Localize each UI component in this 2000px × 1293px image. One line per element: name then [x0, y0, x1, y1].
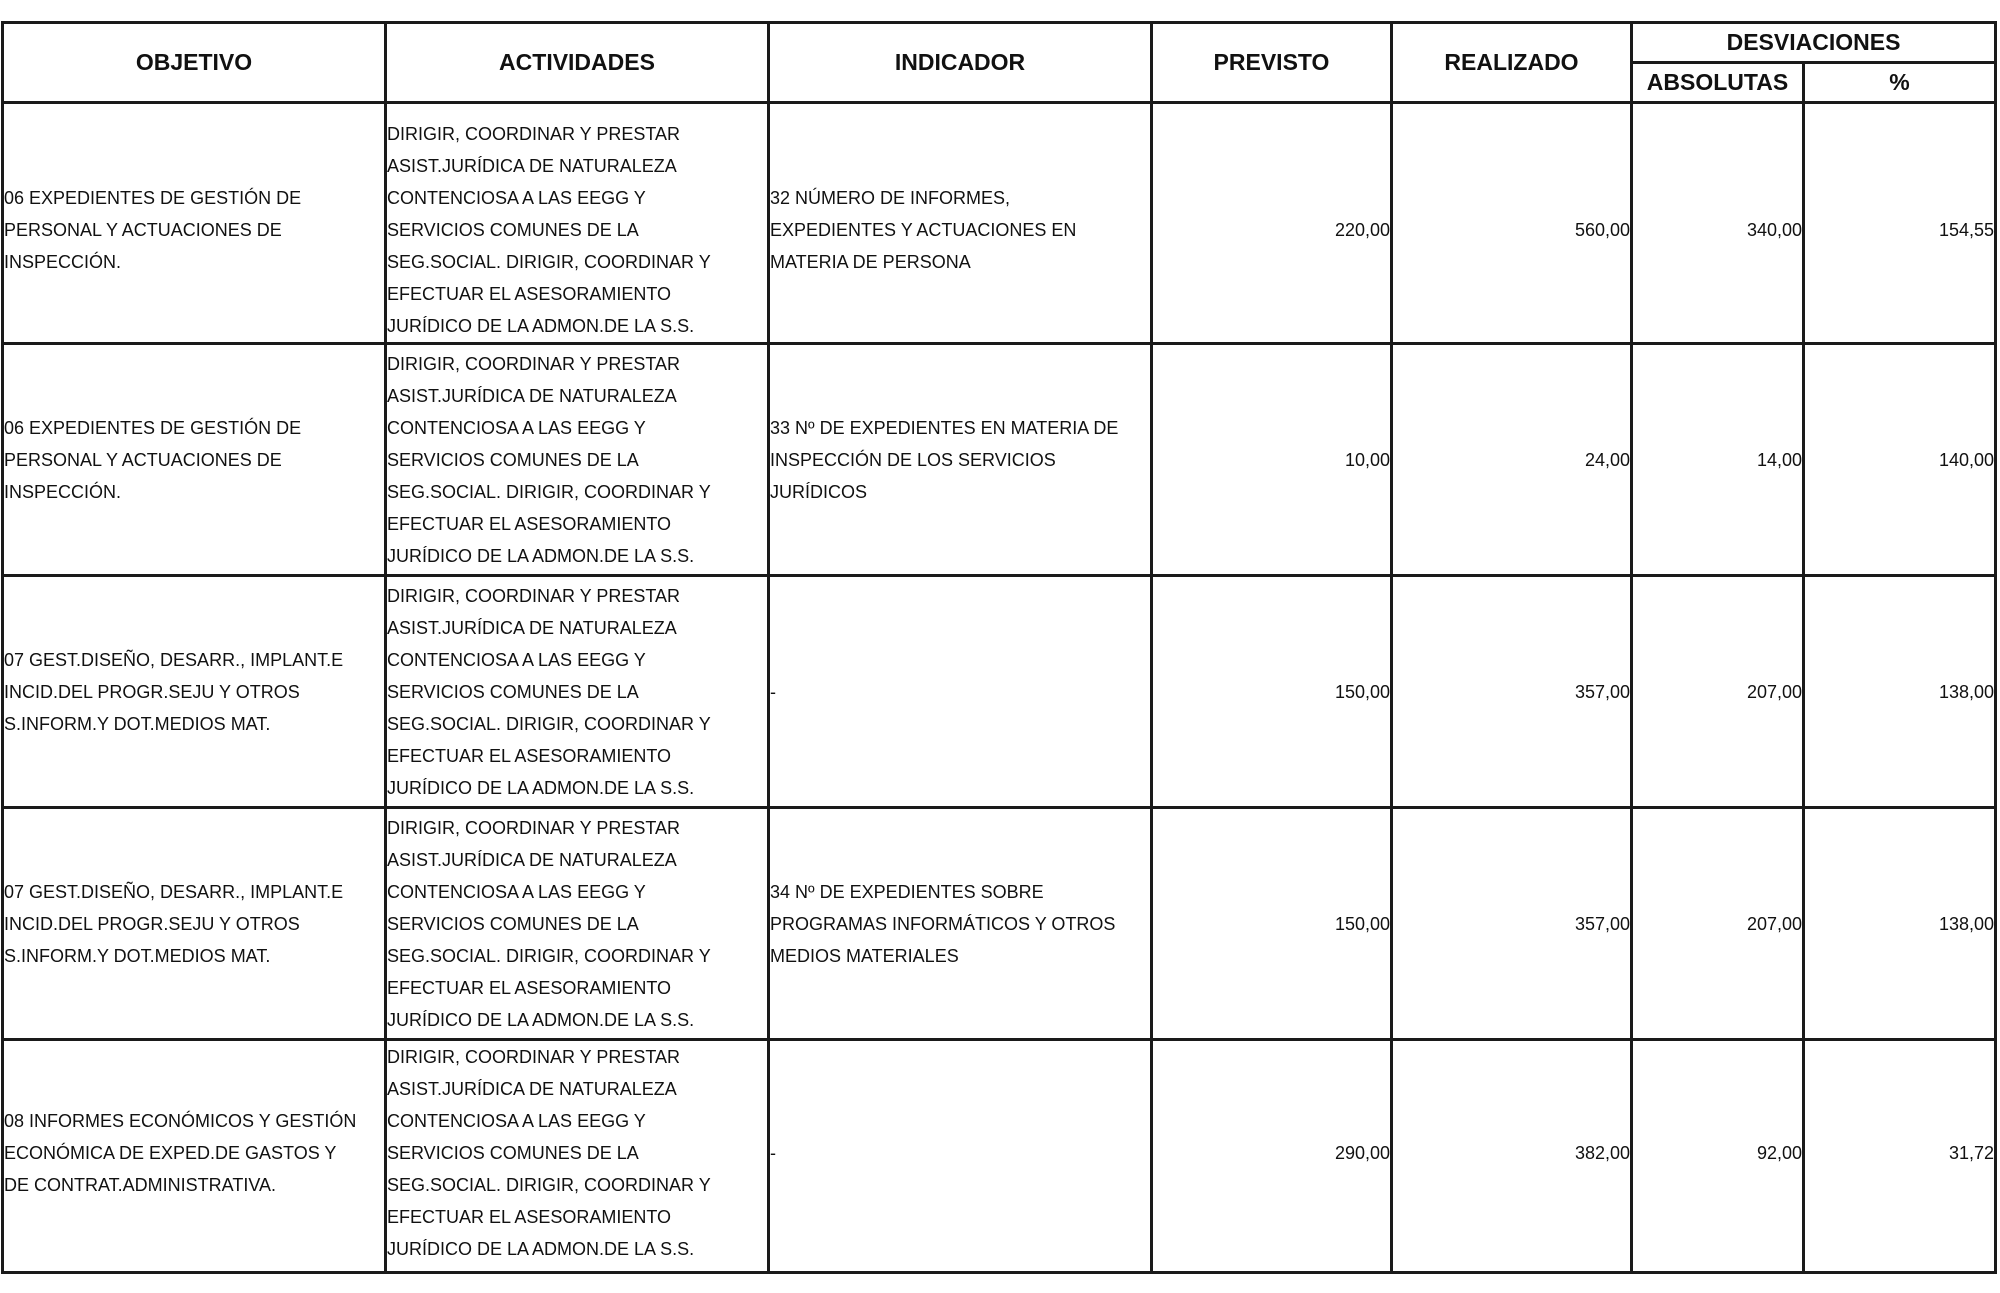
table-row	[3, 576, 1996, 808]
cell-actividades	[386, 103, 769, 344]
cell-absolutas: 207,00	[1632, 576, 1804, 808]
cell-objetivo	[3, 576, 386, 808]
cell-actividades-line: SERVICIOS COMUNES DE LA	[387, 913, 639, 934]
cell-realizado: 560,00	[1392, 103, 1632, 344]
cell-actividades-line: DIRIGIR, COORDINAR Y PRESTAR	[387, 353, 681, 374]
cell-porcentaje: 138,00	[1804, 808, 1996, 1040]
cell-actividades-line: SERVICIOS COMUNES DE LA	[387, 449, 639, 470]
report-table	[1, 21, 1997, 1274]
cell-indicador-line: MATERIA DE PERSONA	[770, 252, 971, 272]
cell-actividades-line: SERVICIOS COMUNES DE LA	[387, 1143, 639, 1163]
header-actividades: ACTIVIDADES	[386, 23, 769, 103]
cell-actividades-line: ASIST.JURÍDICA DE NATURALEZA	[387, 156, 677, 176]
cell-previsto: 10,00	[1152, 344, 1392, 576]
cell-actividades-line: DIRIGIR, COORDINAR Y PRESTAR	[387, 124, 681, 144]
cell-objetivo-line: PERSONAL Y ACTUACIONES DE	[4, 449, 282, 470]
header-previsto: PREVISTO	[1152, 23, 1392, 103]
cell-absolutas: 92,00	[1632, 1040, 1804, 1273]
cell-realizado: 357,00	[1392, 808, 1632, 1040]
cell-actividades-line: ASIST.JURÍDICA DE NATURALEZA	[387, 1079, 677, 1099]
cell-actividades-line: CONTENCIOSA A LAS EEGG Y	[387, 1111, 646, 1131]
cell-realizado: 382,00	[1392, 1040, 1632, 1273]
header-realizado: REALIZADO	[1392, 23, 1632, 103]
table-row	[3, 344, 1996, 576]
cell-actividades-line: DIRIGIR, COORDINAR Y PRESTAR	[387, 585, 681, 606]
cell-actividades-line: SEG.SOCIAL. DIRIGIR, COORDINAR Y	[387, 1175, 711, 1195]
cell-objetivo-line: INSPECCIÓN.	[4, 481, 122, 502]
cell-actividades	[386, 344, 769, 576]
cell-indicador-line: EXPEDIENTES Y ACTUACIONES EN	[770, 220, 1077, 240]
cell-actividades-line: EFECTUAR EL ASESORAMIENTO	[387, 284, 672, 304]
cell-objetivo-line: S.INFORM.Y DOT.MEDIOS MAT.	[4, 945, 271, 966]
cell-objetivo-line: 06 EXPEDIENTES DE GESTIÓN DE	[4, 417, 302, 438]
cell-actividades-line: EFECTUAR EL ASESORAMIENTO	[387, 513, 672, 534]
cell-absolutas: 207,00	[1632, 808, 1804, 1040]
cell-objetivo-line: 07 GEST.DISEÑO, DESARR., IMPLANT.E	[4, 649, 344, 670]
cell-objetivo	[3, 103, 386, 344]
cell-actividades-line: JURÍDICO DE LA ADMON.DE LA S.S.	[387, 316, 695, 336]
cell-porcentaje: 154,55	[1804, 103, 1996, 344]
cell-objetivo	[3, 808, 386, 1040]
cell-actividades-line: SEG.SOCIAL. DIRIGIR, COORDINAR Y	[387, 252, 711, 272]
header-objetivo: OBJETIVO	[3, 23, 386, 103]
cell-indicador	[769, 1040, 1152, 1273]
cell-absolutas: 14,00	[1632, 344, 1804, 576]
cell-actividades	[386, 808, 769, 1040]
table-body	[3, 103, 1996, 1273]
cell-actividades-line: ASIST.JURÍDICA DE NATURALEZA	[387, 849, 677, 870]
cell-objetivo-line: INSPECCIÓN.	[4, 252, 122, 272]
cell-objetivo-line: 08 INFORMES ECONÓMICOS Y GESTIÓN	[4, 1111, 357, 1131]
cell-actividades-line: JURÍDICO DE LA ADMON.DE LA S.S.	[387, 777, 695, 798]
cell-objetivo-line: 07 GEST.DISEÑO, DESARR., IMPLANT.E	[4, 881, 344, 902]
cell-indicador-line: 33 Nº DE EXPEDIENTES EN MATERIA DE	[770, 417, 1119, 438]
cell-objetivo	[3, 344, 386, 576]
header-desviaciones: DESVIACIONES	[1632, 23, 1996, 63]
cell-objetivo-line: ECONÓMICA DE EXPED.DE GASTOS Y	[4, 1143, 337, 1163]
cell-objetivo-line: INCID.DEL PROGR.SEJU Y OTROS	[4, 913, 300, 934]
cell-actividades-line: JURÍDICO DE LA ADMON.DE LA S.S.	[387, 1009, 695, 1030]
cell-actividades-line: ASIST.JURÍDICA DE NATURALEZA	[387, 617, 677, 638]
cell-actividades-line: SEG.SOCIAL. DIRIGIR, COORDINAR Y	[387, 481, 711, 502]
cell-actividades-line: ASIST.JURÍDICA DE NATURALEZA	[387, 385, 677, 406]
cell-absolutas: 340,00	[1632, 103, 1804, 344]
cell-realizado: 357,00	[1392, 576, 1632, 808]
cell-objetivo-line: INCID.DEL PROGR.SEJU Y OTROS	[4, 681, 300, 702]
cell-porcentaje: 140,00	[1804, 344, 1996, 576]
cell-indicador-line: PROGRAMAS INFORMÁTICOS Y OTROS	[770, 913, 1116, 934]
cell-indicador	[769, 576, 1152, 808]
table-row	[3, 1040, 1996, 1273]
cell-indicador-line: MEDIOS MATERIALES	[770, 945, 959, 966]
cell-indicador	[769, 103, 1152, 344]
cell-actividades-line: CONTENCIOSA A LAS EEGG Y	[387, 881, 646, 902]
cell-porcentaje: 31,72	[1804, 1040, 1996, 1273]
cell-objetivo-line: 06 EXPEDIENTES DE GESTIÓN DE	[4, 188, 302, 208]
table-row	[3, 103, 1996, 344]
cell-actividades	[386, 576, 769, 808]
cell-previsto: 150,00	[1152, 808, 1392, 1040]
cell-actividades-line: EFECTUAR EL ASESORAMIENTO	[387, 745, 672, 766]
table-row	[3, 808, 1996, 1040]
cell-indicador-line: 34 Nº DE EXPEDIENTES SOBRE	[770, 881, 1044, 902]
cell-actividades-line: CONTENCIOSA A LAS EEGG Y	[387, 649, 646, 670]
cell-actividades-line: SERVICIOS COMUNES DE LA	[387, 220, 639, 240]
cell-actividades-line: JURÍDICO DE LA ADMON.DE LA S.S.	[387, 545, 695, 566]
cell-indicador-line: -	[770, 681, 776, 702]
cell-actividades-line: EFECTUAR EL ASESORAMIENTO	[387, 977, 672, 998]
table-header	[3, 23, 1996, 103]
header-indicador: INDICADOR	[769, 23, 1152, 103]
cell-indicador-line: -	[770, 1143, 776, 1163]
cell-indicador	[769, 344, 1152, 576]
cell-objetivo-line: PERSONAL Y ACTUACIONES DE	[4, 220, 282, 240]
header-absolutas: ABSOLUTAS	[1632, 63, 1804, 103]
cell-realizado: 24,00	[1392, 344, 1632, 576]
cell-indicador-line: INSPECCIÓN DE LOS SERVICIOS	[770, 449, 1056, 470]
cell-objetivo-line: DE CONTRAT.ADMINISTRATIVA.	[4, 1175, 277, 1195]
cell-previsto: 290,00	[1152, 1040, 1392, 1273]
cell-previsto: 150,00	[1152, 576, 1392, 808]
cell-porcentaje: 138,00	[1804, 576, 1996, 808]
cell-indicador	[769, 808, 1152, 1040]
cell-objetivo	[3, 1040, 386, 1273]
cell-previsto: 220,00	[1152, 103, 1392, 344]
cell-actividades-line: EFECTUAR EL ASESORAMIENTO	[387, 1207, 672, 1227]
cell-actividades	[386, 1040, 769, 1273]
cell-actividades-line: JURÍDICO DE LA ADMON.DE LA S.S.	[387, 1239, 695, 1259]
cell-actividades-line: CONTENCIOSA A LAS EEGG Y	[387, 417, 646, 438]
cell-objetivo-line: S.INFORM.Y DOT.MEDIOS MAT.	[4, 713, 271, 734]
cell-indicador-line: JURÍDICOS	[770, 481, 868, 502]
cell-actividades-line: SEG.SOCIAL. DIRIGIR, COORDINAR Y	[387, 945, 711, 966]
header-porcentaje: %	[1804, 63, 1996, 103]
cell-actividades-line: SERVICIOS COMUNES DE LA	[387, 681, 639, 702]
cell-actividades-line: DIRIGIR, COORDINAR Y PRESTAR	[387, 1047, 681, 1067]
cell-actividades-line: DIRIGIR, COORDINAR Y PRESTAR	[387, 817, 681, 838]
cell-actividades-line: CONTENCIOSA A LAS EEGG Y	[387, 188, 646, 208]
cell-indicador-line: 32 NÚMERO DE INFORMES,	[770, 188, 1011, 208]
cell-actividades-line: SEG.SOCIAL. DIRIGIR, COORDINAR Y	[387, 713, 711, 734]
